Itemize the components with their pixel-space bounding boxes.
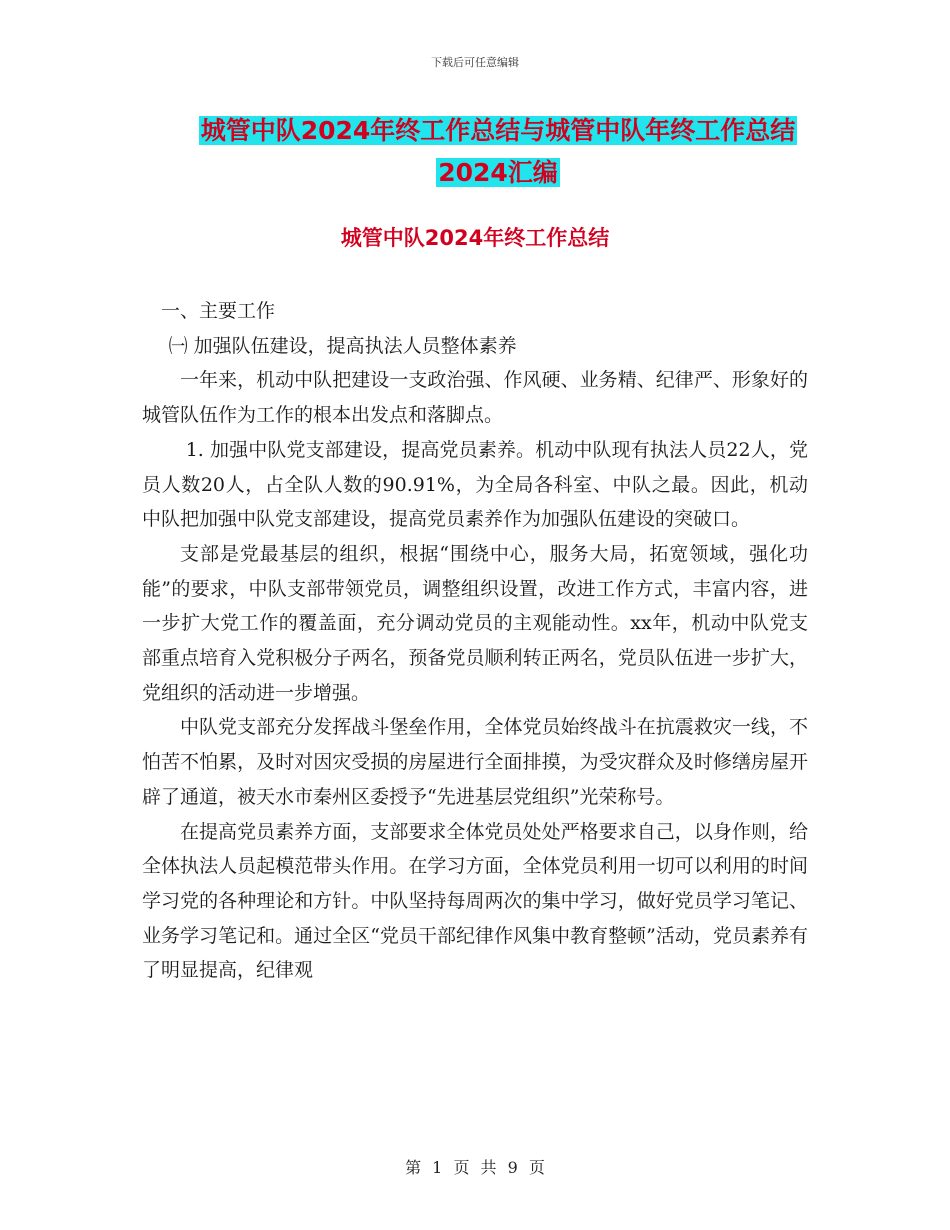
heading-main-work: 一、主要工作 — [161, 300, 276, 322]
header-note: 下载后可任意编辑 — [431, 56, 519, 69]
document-title — [188, 110, 808, 194]
heading-team-building: ㈠ 加强队伍建设，提高执法人员整体素养 — [168, 334, 517, 357]
paragraph: 1. 加强中队党支部建设，提高党员素养。机动中队现有执法人员22人，党员人数20人，占全队人数的90.91%，为全局各科室、中队之最。因此，机动中队把加强中队党支部建设，提高党员素养作为加强队伍建设的突破口。 — [142, 438, 808, 531]
page-number: 第 1 页 共 9 页 — [405, 1158, 545, 1177]
paragraph: 支部是党最基层的组织，根据“围绕中心，服务大局，拓宽领域，强化功能”的要求，中队支部带领党员，调整组织设置，改进工作方式，丰富内容，进一步扩大党工作的覆盖面，充分调动党员的主观能动性。xx年，机动中队党支部重点培育入党积极分子两名，预备党员顺利转正两名，党员队伍进一步扩大，党组织的活动进一步增强。 — [142, 542, 808, 704]
document-title-line2: 2024汇编 — [438, 158, 558, 187]
paragraph: 在提高党员素养方面，支部要求全体党员处处严格要求自己，以身作则，给全体执法人员起模范带头作用。在学习方面，全体党员利用一切可以利用的时间学习党的各种理论和方针。中队坚持每周两次的集中学习，做好党员学习笔记、业务学习笔记和。通过全区“党员干部纪律作风集中教育整顿”活动，党员素养有了明显提高，纪律观 — [142, 820, 808, 982]
paragraph: 中队党支部充分发挥战斗堡垒作用，全体党员始终战斗在抗震救灾一线，不怕苦不怕累，及时对因灾受损的房屋进行全面排摸，为受灾群众及时修缮房屋开辟了通道，被天水市秦州区委授予“先进基层党组织”光荣称号。 — [142, 716, 808, 808]
paragraph: 一年来，机动中队把建设一支政治强、作风硬、业务精、纪律严、形象好的城管队伍作为工作的根本出发点和落脚点。 — [142, 369, 808, 427]
document-body — [142, 294, 808, 988]
section-title: 城管中队2024年终工作总结 — [340, 226, 610, 250]
document-title-line1: 城管中队2024年终工作总结与城管中队年终工作总结 — [200, 116, 796, 145]
